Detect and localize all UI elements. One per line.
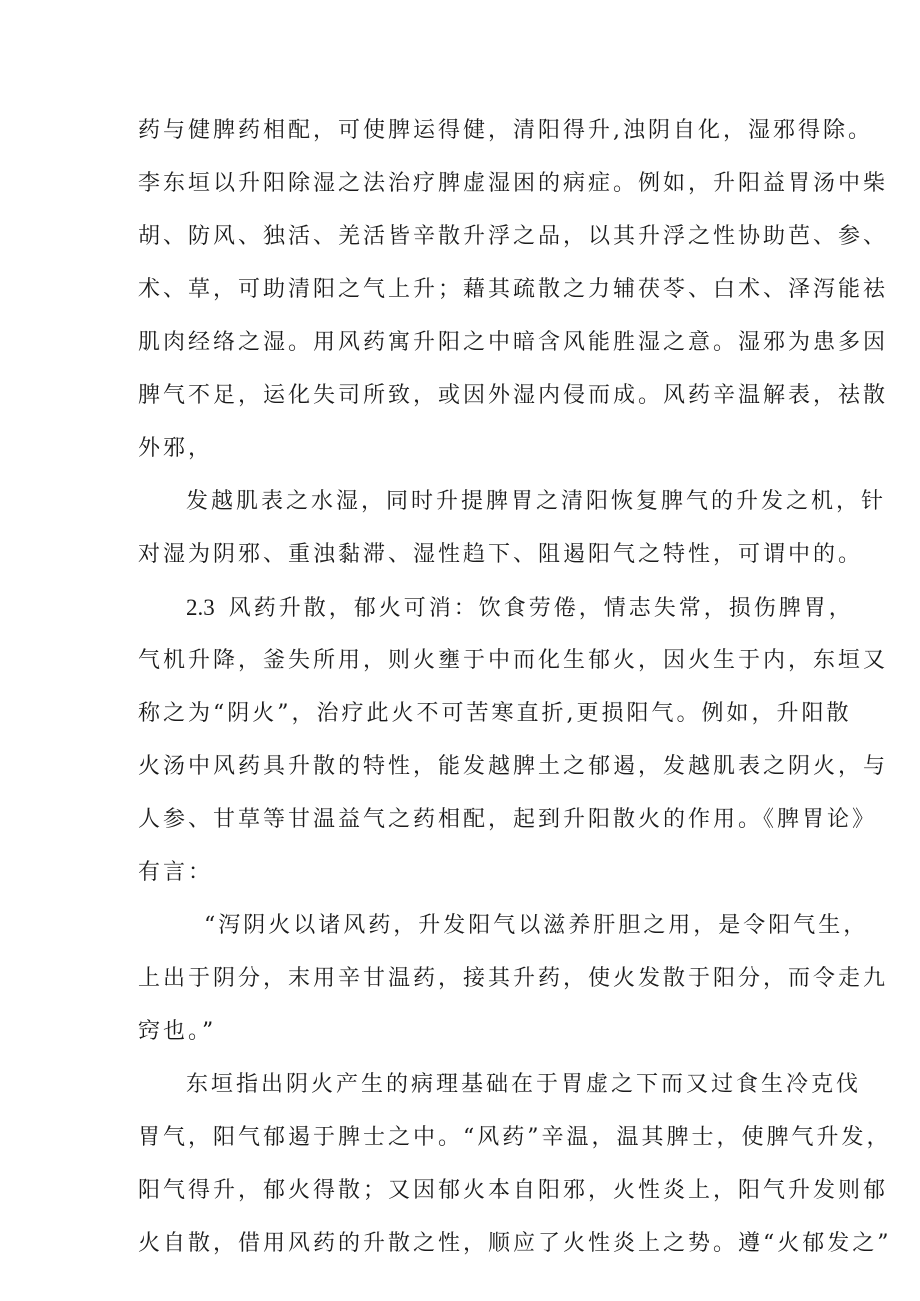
section-2-3-line-6: 有言：: [138, 860, 214, 885]
paragraph-1-line-5: 肌肉经络之湿。用风药寓升阳之中暗含风能胜湿之意。湿邪为患多因: [138, 330, 889, 355]
section-number: 2.3: [186, 595, 215, 620]
section-2-3-line-5: 人参、甘草等甘温益气之药相配，起到升阳散火的作用。《脾胃论》: [138, 807, 878, 832]
paragraph-1-line-4: 术、草，可助清阳之气上升；藉其疏散之力辅茯苓、白术、泽泻能祛: [138, 277, 889, 302]
quote-line-2: 上出于阴分，末用辛甘温药，接其升药，使火发散于阳分，而令走九: [138, 966, 889, 991]
paragraph-1-line-2: 李东垣以升阳除湿之法治疗脾虚湿困的病症。例如，升阳益胃汤中柴: [138, 171, 889, 196]
paragraph-1-line-7: 外邪，: [138, 436, 214, 461]
paragraph-3-line-1: 东垣指出阴火产生的病理基础在于胃虚之下而又过食生冷克伐: [186, 1072, 862, 1097]
paragraph-1-line-1: 药与健脾药相配，可使脾运得健，清阳得升,浊阴自化，湿邪得除。: [138, 118, 873, 143]
paragraph-1-line-3: 胡、防风、独活、羌活皆辛散升浮之品，以其升浮之性协助芭、参、: [138, 224, 889, 249]
paragraph-3-line-4: 火自散，借用风药的升散之性，顺应了火性炎上之势。遵“火郁发之”: [138, 1231, 892, 1256]
paragraph-2-line-2: 对湿为阴邪、重浊黏滞、湿性趋下、阻遏阳气之特性，可谓中的。: [138, 542, 864, 567]
section-2-3-heading-text: 风药升散，郁火可消：饮食劳倦，情志失常，损伤脾胃，: [228, 596, 854, 621]
paragraph-3-line-2: 胃气，阳气郁遏于脾士之中。“风药”辛温，温其脾士，使脾气升发，: [138, 1125, 892, 1150]
section-2-3-line-1: [186, 593, 854, 624]
paragraph-1-line-6: 脾气不足，运化失司所致，或因外湿内侵而成。风药辛温解表，祛散: [138, 383, 889, 408]
quote-line-3: 窍也。”: [138, 1019, 217, 1044]
quote-line-1: “泻阴火以诸风药，升发阳气以滋养肝胆之用，是令阳气生，: [204, 913, 869, 938]
paragraph-2-line-1: 发越肌表之水湿，同时升提脾胃之清阳恢复脾气的升发之机，针: [186, 489, 887, 514]
section-2-3-line-4: 火汤中风药具升散的特性，能发越脾土之郁遏，发越肌表之阴火，与: [138, 754, 889, 779]
paragraph-3-line-3: 阳气得升，郁火得散；又因郁火本自阳邪，火性炎上，阳气升发则郁: [138, 1178, 889, 1203]
section-2-3-line-3: 称之为“阴火”，治疗此火不可苦寒直折,更损阳气。例如，升阳散: [138, 701, 852, 726]
section-2-3-line-2: 气机升降，釜失所用，则火壅于中而化生郁火，因火生于内，东垣又: [138, 648, 889, 673]
